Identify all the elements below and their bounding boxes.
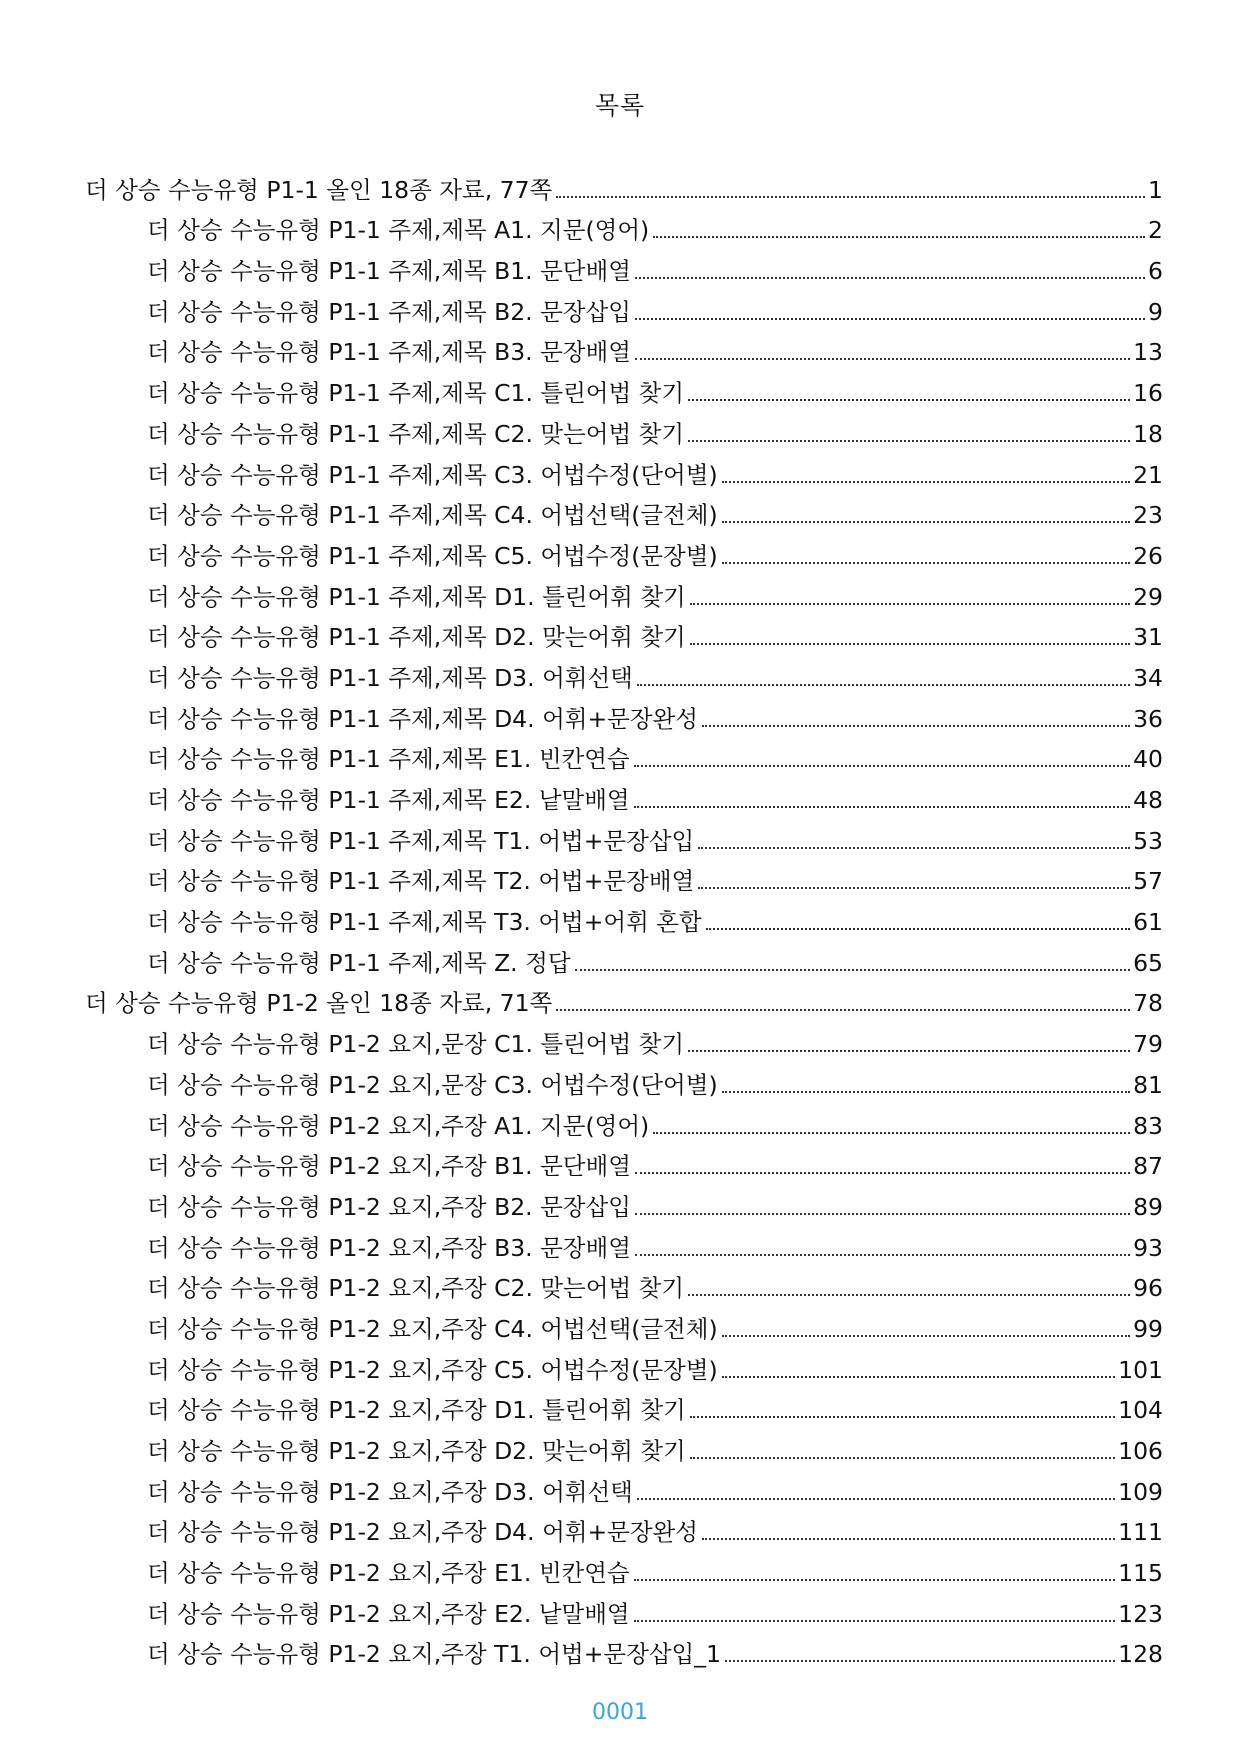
toc-entry[interactable] bbox=[85, 1222, 1163, 1263]
toc-entry-title: 더 상승 수능유형 P1-2 요지,주장 D1. 틀린어휘 찾기 bbox=[147, 1396, 686, 1425]
toc-entry-title: 더 상승 수능유형 P1-2 올인 18종 자료, 71쪽 bbox=[85, 989, 553, 1018]
toc-entry-title: 더 상승 수능유형 P1-1 주제,제목 C1. 틀린어법 찾기 bbox=[147, 379, 685, 408]
toc-entry[interactable] bbox=[85, 205, 1163, 246]
toc-entry[interactable] bbox=[85, 1507, 1163, 1548]
toc-entry-page-number: 40 bbox=[1133, 745, 1163, 774]
dot-leader bbox=[634, 765, 1130, 767]
toc-entry-title: 더 상승 수능유형 P1-1 주제,제목 D1. 틀린어휘 찾기 bbox=[147, 582, 686, 611]
toc-entry[interactable] bbox=[85, 286, 1163, 327]
toc-entry-page-number: 23 bbox=[1133, 501, 1163, 530]
toc-entry-page-number: 29 bbox=[1133, 582, 1163, 611]
toc-entry[interactable] bbox=[85, 530, 1163, 571]
toc-entry-title: 더 상승 수능유형 P1-1 주제,제목 E2. 낱말배열 bbox=[147, 786, 630, 814]
toc-entry-title: 더 상승 수능유형 P1-1 주제,제목 A1. 지문(영어) bbox=[147, 216, 650, 245]
toc-entry-title: 더 상승 수능유형 P1-2 요지,주장 D2. 맞는어휘 찾기 bbox=[147, 1437, 686, 1465]
toc-entry-page-number: 89 bbox=[1133, 1192, 1163, 1221]
toc-entry[interactable] bbox=[85, 327, 1163, 368]
toc-entry[interactable] bbox=[85, 1466, 1163, 1507]
toc-entry[interactable] bbox=[85, 1629, 1163, 1670]
toc-entry-page-number: 6 bbox=[1148, 257, 1163, 286]
toc-section-entry[interactable] bbox=[85, 164, 1163, 205]
dot-leader bbox=[688, 1294, 1130, 1296]
toc-entry-title: 더 상승 수능유형 P1-2 요지,주장 E2. 낱말배열 bbox=[147, 1599, 630, 1628]
toc-entry-page-number: 109 bbox=[1118, 1477, 1163, 1506]
dot-leader bbox=[635, 1254, 1130, 1256]
toc-entry-title: 더 상승 수능유형 P1-2 요지,주장 D3. 어휘선택 bbox=[147, 1477, 633, 1506]
toc-entry-page-number: 79 bbox=[1133, 1030, 1163, 1059]
toc-entry-title: 더 상승 수능유형 P1-1 주제,제목 C4. 어법선택(글전체) bbox=[147, 501, 718, 530]
toc-entry-title: 더 상승 수능유형 P1-2 요지,주장 B3. 문장배열 bbox=[147, 1233, 631, 1262]
toc-entry-page-number: 34 bbox=[1133, 663, 1163, 692]
toc-entry[interactable] bbox=[85, 1385, 1163, 1426]
toc-entry-page-number: 78 bbox=[1133, 989, 1163, 1018]
dot-leader bbox=[702, 725, 1130, 727]
toc-entry[interactable] bbox=[85, 245, 1163, 286]
dot-leader bbox=[690, 603, 1130, 605]
toc-entry[interactable] bbox=[85, 1547, 1163, 1588]
toc-entry-page-number: 111 bbox=[1118, 1518, 1163, 1547]
toc-entry-page-number: 99 bbox=[1133, 1314, 1163, 1343]
dot-leader bbox=[706, 928, 1130, 930]
toc-entry-title: 더 상승 수능유형 P1-2 요지,주장 D4. 어휘+문장완성 bbox=[147, 1518, 698, 1547]
toc-entry-title: 더 상승 수능유형 P1-2 요지,주장 B1. 문단배열 bbox=[147, 1152, 631, 1181]
toc-entry-title: 더 상승 수능유형 P1-1 주제,제목 C3. 어법수정(단어별) bbox=[147, 460, 718, 489]
toc-entry-page-number: 81 bbox=[1133, 1070, 1163, 1099]
dot-leader bbox=[722, 562, 1130, 564]
dot-leader bbox=[637, 684, 1130, 686]
toc-entry-page-number: 93 bbox=[1133, 1233, 1163, 1262]
toc-entry[interactable] bbox=[85, 856, 1163, 897]
dot-leader bbox=[688, 440, 1130, 442]
dot-leader bbox=[634, 1620, 1116, 1622]
toc-entry-title: 더 상승 수능유형 P1-1 주제,제목 B2. 문장삽입 bbox=[147, 297, 631, 326]
toc-entry[interactable] bbox=[85, 1141, 1163, 1182]
toc-entry-title: 더 상승 수능유형 P1-1 주제,제목 E1. 빈칸연습 bbox=[147, 745, 630, 774]
dot-leader bbox=[635, 318, 1145, 320]
toc-entry-title: 더 상승 수능유형 P1-2 요지,주장 E1. 빈칸연습 bbox=[147, 1559, 630, 1588]
toc-entry-page-number: 83 bbox=[1133, 1111, 1163, 1140]
toc-entry[interactable] bbox=[85, 1588, 1163, 1629]
page-number: 0001 bbox=[592, 1700, 648, 1725]
dot-leader bbox=[653, 236, 1145, 238]
dot-leader bbox=[556, 196, 1145, 198]
dot-leader bbox=[722, 1091, 1130, 1093]
toc-entry-page-number: 9 bbox=[1148, 297, 1163, 326]
dot-leader bbox=[634, 1579, 1116, 1581]
toc-entry[interactable] bbox=[85, 571, 1163, 612]
dot-leader bbox=[575, 969, 1131, 971]
toc-entry-title: 더 상승 수능유형 P1-1 주제,제목 T2. 어법+문장배열 bbox=[147, 867, 695, 896]
dot-leader bbox=[688, 399, 1130, 401]
toc-entry-title: 더 상승 수능유형 P1-1 주제,제목 C5. 어법수정(문장별) bbox=[147, 541, 718, 570]
toc-entry[interactable] bbox=[85, 1303, 1163, 1344]
toc-entry-page-number: 31 bbox=[1133, 623, 1163, 652]
toc-entry-page-number: 123 bbox=[1118, 1599, 1163, 1628]
toc-entry-title: 더 상승 수능유형 P1-1 주제,제목 B3. 문장배열 bbox=[147, 338, 631, 367]
dot-leader bbox=[722, 1376, 1116, 1378]
dot-leader bbox=[635, 1213, 1130, 1215]
dot-leader bbox=[702, 1538, 1115, 1540]
dot-leader bbox=[698, 887, 1130, 889]
toc-entry-page-number: 96 bbox=[1133, 1274, 1163, 1303]
toc-entry[interactable] bbox=[85, 1425, 1163, 1466]
dot-leader bbox=[635, 277, 1145, 279]
toc-entry-title: 더 상승 수능유형 P1-2 요지,주장 A1. 지문(영어) bbox=[147, 1111, 650, 1140]
toc-entry[interactable] bbox=[85, 1100, 1163, 1141]
toc-entry-title: 더 상승 수능유형 P1-1 주제,제목 D4. 어휘+문장완성 bbox=[147, 704, 698, 733]
dot-leader bbox=[635, 1172, 1130, 1174]
dot-leader bbox=[698, 847, 1130, 849]
toc-entry-title: 더 상승 수능유형 P1-1 주제,제목 T1. 어법+문장삽입 bbox=[147, 826, 695, 855]
toc-entry-page-number: 106 bbox=[1118, 1437, 1163, 1465]
toc-entry-title: 더 상승 수능유형 P1-1 주제,제목 T3. 어법+어휘 혼합 bbox=[147, 908, 702, 937]
toc-entry-page-number: 61 bbox=[1133, 908, 1163, 937]
toc-entry-title: 더 상승 수능유형 P1-1 주제,제목 B1. 문단배열 bbox=[147, 257, 631, 286]
dot-leader bbox=[634, 806, 1130, 808]
dot-leader bbox=[653, 1132, 1130, 1134]
page-title: 목록 bbox=[594, 91, 646, 120]
toc-entry-page-number: 57 bbox=[1133, 867, 1163, 896]
dot-leader bbox=[690, 1416, 1115, 1418]
toc-entry-title: 더 상승 수능유형 P1-2 요지,주장 B2. 문장삽입 bbox=[147, 1192, 631, 1221]
toc-entry[interactable] bbox=[85, 1344, 1163, 1385]
toc-entry[interactable] bbox=[85, 896, 1163, 937]
toc-entry-page-number: 21 bbox=[1133, 460, 1163, 489]
toc-entry[interactable] bbox=[85, 1018, 1163, 1059]
toc-entry-page-number: 87 bbox=[1133, 1152, 1163, 1181]
toc-entry-page-number: 18 bbox=[1133, 419, 1163, 448]
toc-entry-title: 더 상승 수능유형 P1-1 올인 18종 자료, 77쪽 bbox=[85, 175, 553, 204]
toc-entry[interactable] bbox=[85, 693, 1163, 734]
toc-entry-page-number: 128 bbox=[1118, 1640, 1163, 1669]
toc-entry-page-number: 65 bbox=[1133, 948, 1163, 977]
toc-entry-title: 더 상승 수능유형 P1-2 요지,문장 C1. 틀린어법 찾기 bbox=[147, 1030, 685, 1059]
toc-entry-page-number: 115 bbox=[1118, 1559, 1163, 1588]
toc-entry-page-number: 104 bbox=[1118, 1396, 1163, 1425]
toc-entry-title: 더 상승 수능유형 P1-2 요지,주장 T1. 어법+문장삽입_1 bbox=[147, 1640, 721, 1669]
toc-entry[interactable] bbox=[85, 815, 1163, 856]
toc-entry-title: 더 상승 수능유형 P1-2 요지,문장 C3. 어법수정(단어별) bbox=[147, 1070, 718, 1099]
toc-entry[interactable] bbox=[85, 367, 1163, 408]
toc-entry-page-number: 1 bbox=[1148, 175, 1163, 204]
dot-leader bbox=[635, 358, 1130, 360]
dot-leader bbox=[637, 1498, 1115, 1500]
dot-leader bbox=[722, 1335, 1130, 1337]
toc-entry[interactable] bbox=[85, 612, 1163, 653]
toc-entry-title: 더 상승 수능유형 P1-2 요지,주장 C2. 맞는어법 찾기 bbox=[147, 1274, 685, 1303]
toc-entry-page-number: 26 bbox=[1133, 541, 1163, 570]
toc-entry[interactable] bbox=[85, 1059, 1163, 1100]
toc-entry-page-number: 36 bbox=[1133, 704, 1163, 733]
dot-leader bbox=[722, 521, 1130, 523]
dot-leader bbox=[690, 1457, 1115, 1459]
dot-leader bbox=[690, 643, 1130, 645]
toc-entry-page-number: 16 bbox=[1133, 379, 1163, 408]
toc-entry-title: 더 상승 수능유형 P1-2 요지,주장 C4. 어법선택(글전체) bbox=[147, 1314, 718, 1343]
toc-entry[interactable] bbox=[85, 734, 1163, 775]
toc-entry[interactable] bbox=[85, 1181, 1163, 1222]
toc-entry[interactable] bbox=[85, 937, 1163, 978]
toc-entry-page-number: 53 bbox=[1133, 826, 1163, 855]
toc-entry-title: 더 상승 수능유형 P1-1 주제,제목 Z. 정답 bbox=[147, 948, 571, 977]
toc-entry[interactable] bbox=[85, 774, 1163, 815]
table-of-contents bbox=[85, 164, 1163, 1669]
toc-entry-page-number: 101 bbox=[1118, 1355, 1163, 1384]
dot-leader bbox=[725, 1660, 1115, 1662]
toc-section-entry[interactable] bbox=[85, 978, 1163, 1019]
toc-entry[interactable] bbox=[85, 449, 1163, 490]
toc-entry[interactable] bbox=[85, 490, 1163, 531]
dot-leader bbox=[722, 481, 1130, 483]
toc-entry-title: 더 상승 수능유형 P1-1 주제,제목 D3. 어휘선택 bbox=[147, 663, 633, 692]
toc-entry-title: 더 상승 수능유형 P1-1 주제,제목 D2. 맞는어휘 찾기 bbox=[147, 623, 686, 652]
toc-entry[interactable] bbox=[85, 1263, 1163, 1304]
dot-leader bbox=[688, 1050, 1130, 1052]
toc-entry-page-number: 2 bbox=[1148, 216, 1163, 245]
toc-entry-page-number: 13 bbox=[1133, 338, 1163, 367]
toc-entry[interactable] bbox=[85, 408, 1163, 449]
dot-leader bbox=[556, 1009, 1130, 1011]
toc-entry[interactable] bbox=[85, 652, 1163, 693]
toc-entry-title: 더 상승 수능유형 P1-1 주제,제목 C2. 맞는어법 찾기 bbox=[147, 419, 685, 448]
toc-entry-page-number: 48 bbox=[1133, 786, 1163, 814]
toc-entry-title: 더 상승 수능유형 P1-2 요지,주장 C5. 어법수정(문장별) bbox=[147, 1355, 718, 1384]
